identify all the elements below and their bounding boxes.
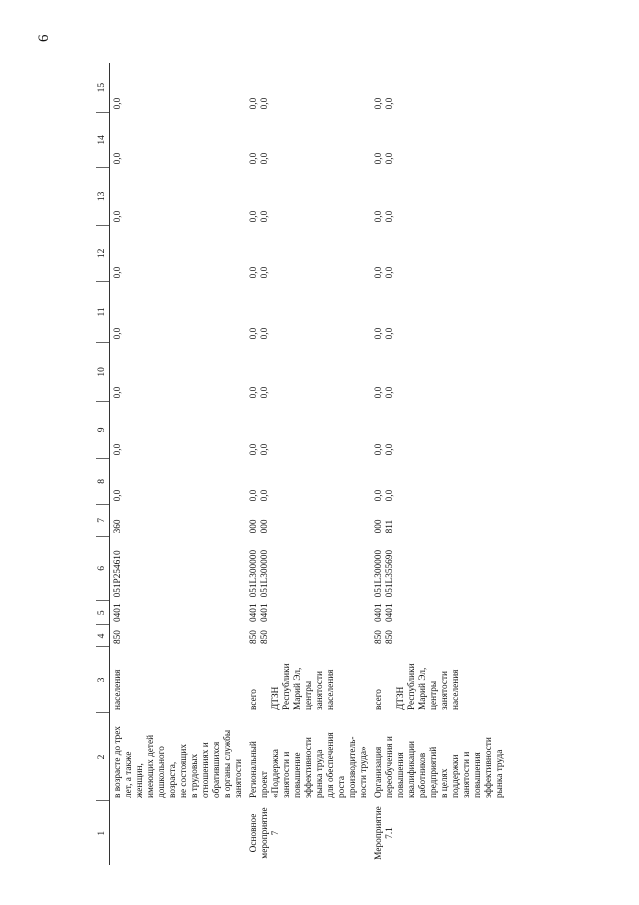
value-cell: 0,0 0,0 (249, 386, 270, 399)
value-cell: 0,0 (113, 152, 123, 165)
event-number-cell (110, 801, 247, 865)
value-cell: 0,0 (113, 97, 123, 110)
target-article-cell: 051L300000 051L300000 (249, 549, 270, 598)
value-cell: 0,0 0,0 (374, 443, 395, 456)
column-header: 10 (96, 342, 110, 401)
value-cell: 0,0 0,0 (374, 152, 395, 165)
value-cell: 0,0 (113, 489, 123, 502)
target-article-cell: 051L300000 051L355690 (374, 549, 395, 598)
table-row (371, 63, 507, 865)
event-name-cell: Организация переобучения и повышения квалификации работников предприятий в целях поддержки занятости и повышения эффективности рынка труда (374, 736, 505, 798)
value-cell: 0,0 (113, 210, 123, 223)
expense-type-cell: 000 811 (374, 519, 395, 534)
page-number: 6 (36, 34, 52, 42)
column-header: 2 (96, 713, 110, 801)
section-code-cell: 0401 0401 (249, 603, 270, 622)
column-header: 14 (96, 112, 110, 167)
value-cell: 0,0 0,0 (249, 210, 270, 223)
column-header: 8 (96, 458, 110, 504)
value-cell: 0,0 (113, 386, 123, 399)
grbs-code-cell: 850 850 (374, 630, 395, 644)
executor-cell: населения (113, 669, 123, 710)
value-cell: 0,0 0,0 (374, 327, 395, 340)
event-name-cell: в возрасте до трех лет, а также женщин, имеющих детей дошкольного возраста, не состоящих в трудовых отношениях и обратившихся в органы службы занятости (113, 726, 244, 798)
section-code-cell: 0401 0401 (374, 603, 395, 622)
value-cell: 0,0 0,0 (249, 152, 270, 165)
table-row (246, 63, 371, 865)
value-cell: 0,0 0,0 (249, 443, 270, 456)
column-header: 15 (96, 63, 110, 112)
value-cell: 0,0 (113, 266, 123, 279)
value-cell: 0,0 0,0 (374, 97, 395, 110)
grbs-code-cell: 850 850 (249, 630, 270, 644)
value-cell: 0,0 0,0 (249, 327, 270, 340)
executor-cell: всего ДТЗН Республики Марий Эл, центры занятости населения (374, 663, 461, 710)
budget-table (96, 63, 507, 865)
value-cell: 0,0 0,0 (374, 489, 395, 502)
executor-cell: всего ДТЗН Республики Марий Эл, центры занятости населения (249, 663, 336, 710)
value-cell: 0,0 0,0 (249, 266, 270, 279)
value-cell: 0,0 (113, 327, 123, 340)
expense-type-cell: 360 (113, 519, 123, 534)
expense-type-cell: 000 000 (249, 519, 270, 534)
column-number-row (96, 63, 110, 865)
column-header: 5 (96, 600, 110, 625)
value-cell: 0,0 0,0 (374, 266, 395, 279)
event-number-cell: Основное мероприятие 7 (249, 807, 281, 859)
column-header: 7 (96, 504, 110, 536)
event-number-cell: Мероприятие 7.1 (374, 806, 395, 860)
column-header: 13 (96, 167, 110, 225)
value-cell: 0,0 (113, 443, 123, 456)
column-header: 4 (96, 625, 110, 647)
value-cell: 0,0 0,0 (374, 210, 395, 223)
column-header: 9 (96, 401, 110, 458)
target-article-cell: 051P254610 (113, 550, 123, 598)
grbs-code-cell: 850 (113, 630, 123, 644)
column-header: 1 (96, 801, 110, 865)
value-cell: 0,0 0,0 (374, 386, 395, 399)
value-cell: 0,0 0,0 (249, 97, 270, 110)
column-header: 11 (96, 281, 110, 342)
event-name-cell: Региональный проект «Поддержка занятости и повышение эффективности рынка труда для обеспечения роста производитель- ности труда» (249, 732, 369, 798)
section-code-cell: 0401 (113, 603, 123, 622)
table-row (110, 63, 247, 865)
column-header: 3 (96, 647, 110, 713)
column-header: 6 (96, 536, 110, 600)
value-cell: 0,0 0,0 (249, 489, 270, 502)
column-header: 12 (96, 225, 110, 281)
